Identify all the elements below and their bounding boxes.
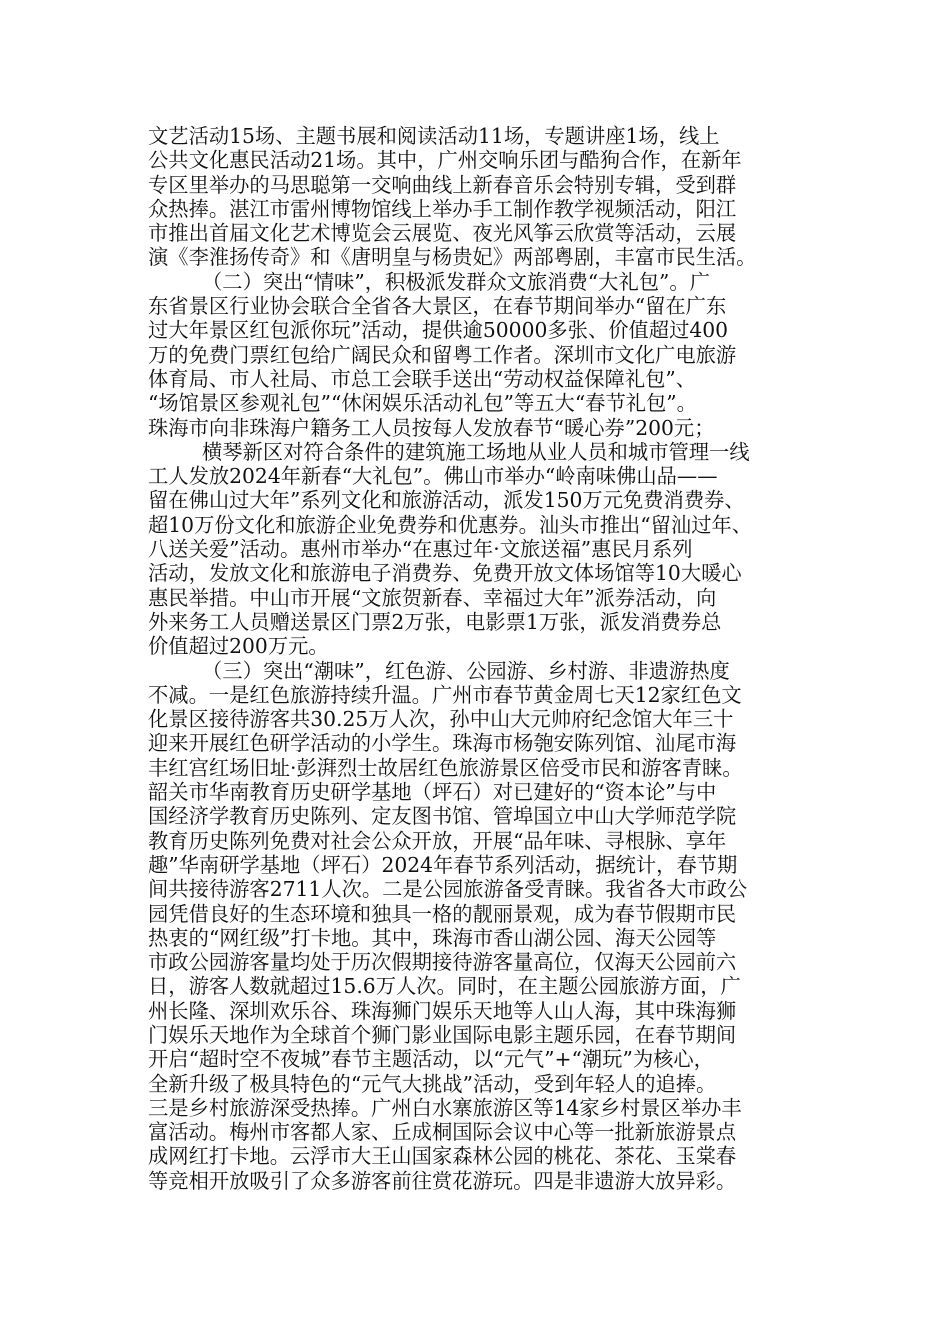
text-line: 惠民举措。中山市开展“文旅贺新春、幸福过大年”派券活动，向	[148, 585, 717, 610]
text-line: 外来务工人员赠送景区门票2万张，电影票1万张，派发消费券总	[148, 609, 722, 634]
text-line: 过大年景区红包派你玩”活动，提供逾50000多张、价值超过400	[148, 318, 729, 343]
text-line: 文艺活动15场、主题书展和阅读活动11场，专题讲座1场，线上	[148, 124, 720, 148]
text-line: 韶关市华南教育历史研学基地（坪石）对已建好的“资本论”与中	[148, 780, 717, 805]
text-line: 市推出首届文化艺术博览会云展览、夜光风筝云欣赏等活动，云展	[148, 221, 737, 246]
text-line: 丰红宫红场旧址·彭湃烈士故居红色旅游景区倍受市民和游客青睐。	[148, 755, 743, 780]
text-line: 工人发放2024年新春“大礼包”。佛山市举办“岭南味佛山品——	[148, 464, 718, 489]
text-line: 万的免费门票红包给广阔民众和留粤工作者。深圳市文化广电旅游	[148, 342, 737, 367]
text-line: 教育历史陈列免费对社会公众开放，开展“品年味、寻根脉、享年	[148, 828, 727, 853]
text-line: 八送关爱”活动。惠州市举办“在惠过年·文旅送福”惠民月系列	[148, 537, 693, 562]
text-line: 全新升级了极具特色的“元气大挑战”活动，受到年轻人的追捧。	[148, 1071, 717, 1096]
text-line: 成网红打卡地。云浮市大王山国家森林公园的桃花、茶花、玉棠春	[148, 1144, 737, 1169]
text-line: 园凭借良好的生态环境和独具一格的靓丽景观，成为春节假期市民	[148, 901, 737, 926]
text-line: 间共接待游客2711人次。二是公园旅游备受青睐。我省各大市政公	[148, 877, 748, 902]
text-line: （二）突出“情味”，积极派发群众文旅消费“大礼包”。广	[202, 269, 710, 294]
text-line: 专区里举办的马思聪第一交响曲线上新春音乐会特别专辑，受到群	[148, 172, 737, 197]
text-line: 珠海市向非珠海户籍务工人员按每人发放春节“暖心券”200元；	[148, 415, 715, 440]
text-line: 热衷的“网红级”打卡地。其中，珠海市香山湖公园、海天公园等	[148, 925, 717, 950]
text-line: （三）突出“潮味”，红色游、公园游、乡村游、非遗游热度	[202, 658, 730, 683]
text-line: 众热捧。湛江市雷州博物馆线上举办手工制作教学视频活动，阳江	[148, 196, 737, 221]
text-line: 公共文化惠民活动21场。其中，广州交响乐团与酷狗合作，在新年	[148, 148, 742, 173]
text-line: 不减。一是红色旅游持续升温。广州市春节黄金周七天12家红色文	[148, 682, 742, 707]
text-line: 东省景区行业协会联合全省各大景区，在春节期间举办“留在广东	[148, 294, 727, 319]
text-line: 日，游客人数就超过15.6万人次。同时，在主题公园旅游方面，广	[148, 974, 741, 999]
text-line: 等竞相开放吸引了众多游客前往赏花游玩。四是非遗游大放异彩。	[148, 1168, 737, 1193]
text-line: 化景区接待游客共30.25万人次，孙中山大元帅府纪念馆大年三十	[148, 707, 734, 732]
text-line: 演《李淮扬传奇》和《唐明皇与杨贵妃》两部粤剧，丰富市民生活。	[148, 245, 757, 270]
text-line: 体育局、市人社局、市总工会联手送出“劳动权益保障礼包”、	[148, 366, 697, 391]
text-line: 迎来开展红色研学活动的小学生。珠海市杨匏安陈列馆、汕尾市海	[148, 731, 737, 756]
text-line: 价值超过200万元。	[148, 634, 329, 659]
text-line: 州长隆、深圳欢乐谷、珠海狮门娱乐天地等人山人海，其中珠海狮	[148, 998, 737, 1023]
text-line: 超10万份文化和旅游企业免费券和优惠券。汕头市推出“留汕过年、	[148, 512, 753, 537]
text-line: 市政公园游客量均处于历次假期接待游客量高位，仅海天公园前六	[148, 950, 737, 975]
text-line: 国经济学教育历史陈列、定友图书馆、管埠国立中山大学师范学院	[148, 804, 737, 829]
text-line: 横琴新区对符合条件的建筑施工场地从业人员和城市管理一线	[202, 439, 750, 464]
text-line: 富活动。梅州市客都人家、丘成桐国际会议中心等一批新旅游景点	[148, 1120, 737, 1145]
body-text	[148, 124, 808, 1193]
text-line: 趣”华南研学基地（坪石）2024年春节系列活动，据统计，春节期	[148, 852, 738, 877]
text-line: 活动，发放文化和旅游电子消费券、免费开放文体场馆等10大暖心	[148, 561, 742, 586]
text-line: “场馆景区参观礼包”“休闲娱乐活动礼包”等五大“春节礼包”。	[148, 391, 697, 416]
text-line: 三是乡村旅游深受热捧。广州白水寨旅游区等14家乡村景区举办丰	[148, 1095, 742, 1120]
text-line: 门娱乐天地作为全球首个狮门影业国际电影主题乐园，在春节期间	[148, 1022, 737, 1047]
text-line: 留在佛山过大年”系列文化和旅游活动，派发150万元免费消费券、	[148, 488, 745, 513]
text-line: 开启“超时空不夜城”春节主题活动，以“元气”+“潮玩”为核心，	[148, 1047, 714, 1072]
